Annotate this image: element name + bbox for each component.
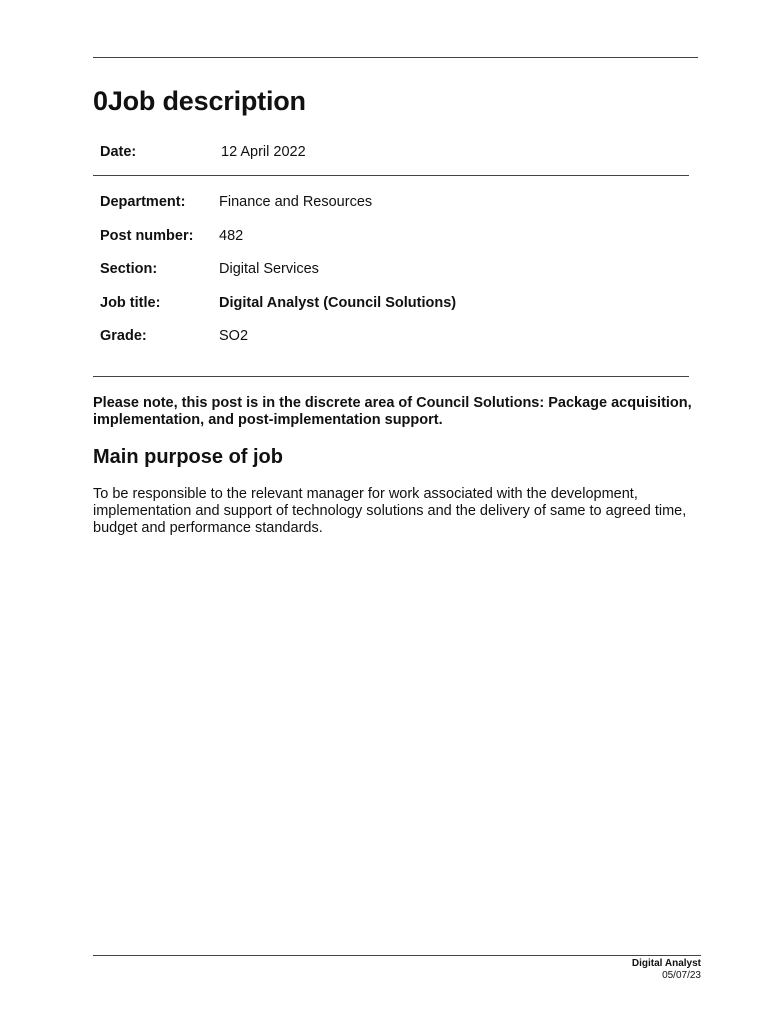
department-value: Finance and Resources — [219, 194, 373, 210]
main-purpose-text: To be responsible to the relevant manager for work associated with the development, implementation and support of technology solutions and the delivery of same to agreed time, budget and performance standards. — [93, 486, 687, 536]
section-divider — [93, 376, 689, 377]
section-divider — [93, 175, 689, 176]
job-title-value: Digital Analyst (Council Solutions) — [219, 295, 457, 311]
footer-date: 05/07/23 — [662, 970, 701, 981]
post-number-label: Post number: — [100, 228, 194, 244]
date-label: Date: — [100, 144, 137, 160]
grade-value: SO2 — [219, 328, 249, 344]
job-title-label: Job title: — [100, 295, 161, 311]
page-title: 0Job description — [93, 86, 306, 116]
section-label: Section: — [100, 261, 158, 277]
top-divider — [93, 57, 698, 58]
main-purpose-heading: Main purpose of job — [93, 446, 283, 468]
date-value: 12 April 2022 — [221, 144, 306, 160]
page-footer — [632, 958, 701, 982]
grade-label: Grade: — [100, 328, 147, 344]
footer-divider — [93, 955, 701, 956]
post-note: Please note, this post is in the discrete area of Council Solutions: Package acquisition, implementation, and post-implementation support. — [93, 395, 692, 428]
department-label: Department: — [100, 194, 186, 210]
post-number-value: 482 — [219, 228, 244, 244]
section-value: Digital Services — [219, 261, 319, 277]
footer-title: Digital Analyst — [631, 958, 701, 969]
